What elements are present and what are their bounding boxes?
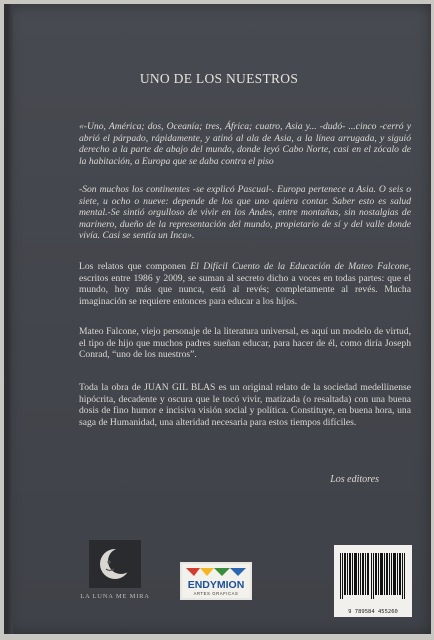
book-title-italic: El Difícil Cuento de la Educación de Mateo Falcone	[190, 261, 409, 272]
moon-logo-label: LA LUNA ME MIRA	[80, 593, 150, 600]
endymion-logo	[180, 562, 252, 600]
para1-start: Los relatos que componen	[79, 261, 191, 272]
editors-signature: Los editores	[330, 474, 379, 485]
la-luna-me-mira-logo	[69, 540, 161, 600]
book-title: UNO DE LOS NUESTROS	[139, 71, 299, 86]
isbn-barcode	[334, 545, 412, 617]
para1-end: , escritos entre 1986 y 2009, se suman al secreto dicho a voces en todas partes: que el mundo, hoy más que nunca, está al revés; completamente al revés. Mucha imaginación se requiere entonces para educar a los hijos.	[79, 261, 412, 307]
description-paragraph-1	[79, 261, 411, 316]
barcode-icon	[334, 545, 412, 605]
para3-text: Toda la obra de JUAN GIL BLAS es un original relato de la sociedad medellinense hipócrita, decadente y oscura que le tocó vivir, matizada (o resaltada) con una buena dosis de fino humor e incisiva visión social y política. Constituye, en buena hora, una saga de Humanidad, una alteridad necesaria para estos tiempos difíciles.	[79, 382, 411, 428]
quote-2-text: -Son muchos los continentes -se explicó Pascual-. Europa pertenece a Asia. O seis o siete, u ocho o nueve: depende de los que uno quiera contar. Saber esto es salud mental.-Se sintió orgulloso de vivir en los Andes, entre montañas, sin nostalgias de marinero, dueño de la representación del mundo, propietario de sí y del valle donde vivía. Casi se sentía un Inca».	[79, 184, 411, 242]
isbn-number: 9 789584 455260	[348, 609, 398, 615]
description-paragraph-3	[79, 382, 411, 437]
quote-1-text: «-Uno, América; dos, Oceanía; tres, África; cuatro, Asia y... -dudó- ...cinco -cerró y abrió el párpado, rápidamente, y atinó al ala de Asia, a la línea arrugada, y siguió derecho a la parte de abajo del mundo, donde leyó Cabo Norte, casi en el zócalo de la habitación, a Europa que se daba contra el piso	[79, 121, 411, 167]
moon-face-icon	[89, 540, 141, 588]
book-back-cover	[4, 4, 431, 634]
quote-paragraph-1	[79, 121, 411, 176]
endymion-name: ENDYMION	[187, 579, 245, 591]
endymion-sub: ARTES GRAFICAS	[193, 591, 239, 596]
description-paragraph-2	[79, 326, 411, 370]
para2-text: Mateo Falcone, viejo personaje de la literatura universal, es aquí un modelo de virtud, el tipo de hijo que muchos padres sueñan educar, para hacer de él, como diría Joseph Conrad, “uno de los nuestros”.	[79, 326, 411, 361]
quote-paragraph-2	[79, 184, 411, 251]
spine-edge	[7, 4, 13, 634]
